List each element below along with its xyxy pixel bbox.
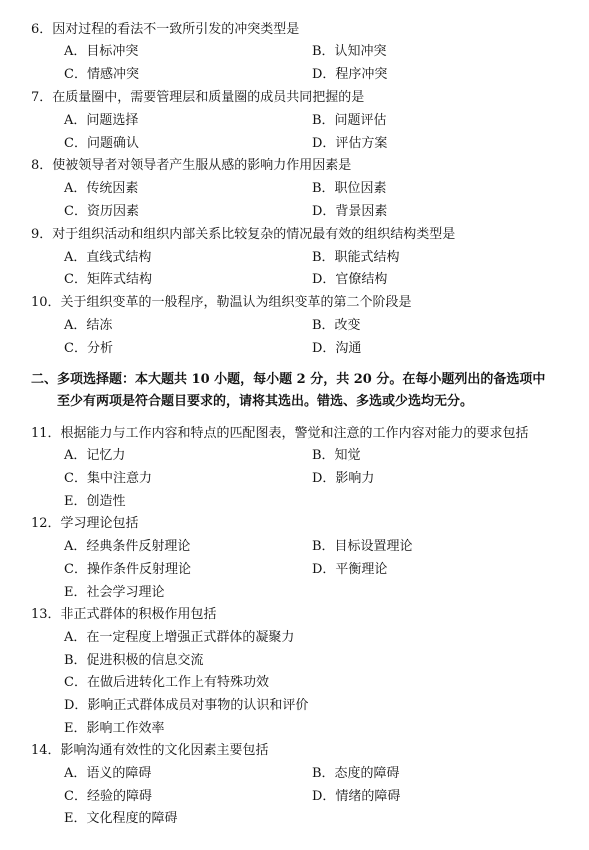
question-stem: 11．根据能力与工作内容和特点的匹配图表，警觉和注意的工作内容对能力的要求包括 (31, 426, 529, 441)
option-d: D．影响正式群体成员对事物的认识和评价 (64, 698, 309, 713)
option-a: A．问题选择 (64, 113, 139, 128)
option-d: D．官僚结构 (312, 272, 388, 287)
question-stem: 14．影响沟通有效性的文化因素主要包括 (31, 743, 269, 758)
question-stem: 13．非正式群体的积极作用包括 (31, 607, 217, 622)
option-c: C．分析 (64, 341, 113, 356)
question-stem: 9．对于组织活动和组织内部关系比较复杂的情况最有效的组织结构类型是 (31, 227, 456, 242)
option-a: A．直线式结构 (64, 250, 152, 265)
question-stem: 8．使被领导者对领导者产生服从感的影响力作用因素是 (31, 158, 352, 173)
option-e: E．影响工作效率 (64, 721, 165, 736)
option-c: C．集中注意力 (64, 471, 152, 486)
option-b: B．知觉 (312, 448, 361, 463)
option-b: B．改变 (312, 318, 361, 333)
option-a: A．目标冲突 (64, 44, 139, 59)
option-b: B．问题评估 (312, 113, 387, 128)
option-d: D．平衡理论 (312, 562, 388, 577)
option-e: E．创造性 (64, 494, 126, 509)
option-a: A．记忆力 (64, 448, 126, 463)
option-c: C．资历因素 (64, 204, 139, 219)
option-b: B．目标设置理论 (312, 539, 413, 554)
section-heading-continued: 至少有两项是符合题目要求的，请将其选出。错选、多选或少选均无分。 (57, 394, 474, 409)
option-a: A．在一定程度上增强正式群体的凝聚力 (64, 630, 295, 645)
option-c: C．经验的障碍 (64, 789, 152, 804)
section-heading: 二、多项选择题：本大题共 10 小题，每小题 2 分，共 20 分。在每小题列出的备选项中 (31, 372, 546, 387)
option-b: B．态度的障碍 (312, 766, 400, 781)
option-c: C．情感冲突 (64, 67, 139, 82)
option-d: D．影响力 (312, 471, 375, 486)
option-c: C．矩阵式结构 (64, 272, 152, 287)
option-e: E．文化程度的障碍 (64, 811, 178, 826)
option-c: C．问题确认 (64, 136, 139, 151)
option-a: A．结冻 (64, 318, 113, 333)
option-e: E．社会学习理论 (64, 585, 165, 600)
option-c: C．操作条件反射理论 (64, 562, 191, 577)
option-d: D．情绪的障碍 (312, 789, 401, 804)
option-d: D．背景因素 (312, 204, 388, 219)
option-b: B．认知冲突 (312, 44, 387, 59)
option-a: A．传统因素 (64, 181, 139, 196)
option-d: D．评估方案 (312, 136, 388, 151)
question-stem: 10．关于组织变革的一般程序，勒温认为组织变革的第二个阶段是 (31, 295, 412, 310)
option-d: D．沟通 (312, 341, 362, 356)
option-b: B．促进积极的信息交流 (64, 653, 204, 668)
question-stem: 6．因对过程的看法不一致所引发的冲突类型是 (31, 22, 300, 37)
option-a: A．语义的障碍 (64, 766, 152, 781)
question-stem: 7．在质量圈中，需要管理层和质量圈的成员共同把握的是 (31, 90, 365, 105)
option-b: B．职位因素 (312, 181, 387, 196)
option-a: A．经典条件反射理论 (64, 539, 191, 554)
option-b: B．职能式结构 (312, 250, 400, 265)
option-d: D．程序冲突 (312, 67, 388, 82)
question-stem: 12．学习理论包括 (31, 516, 139, 531)
option-c: C．在做后进转化工作上有特殊功效 (64, 675, 269, 690)
